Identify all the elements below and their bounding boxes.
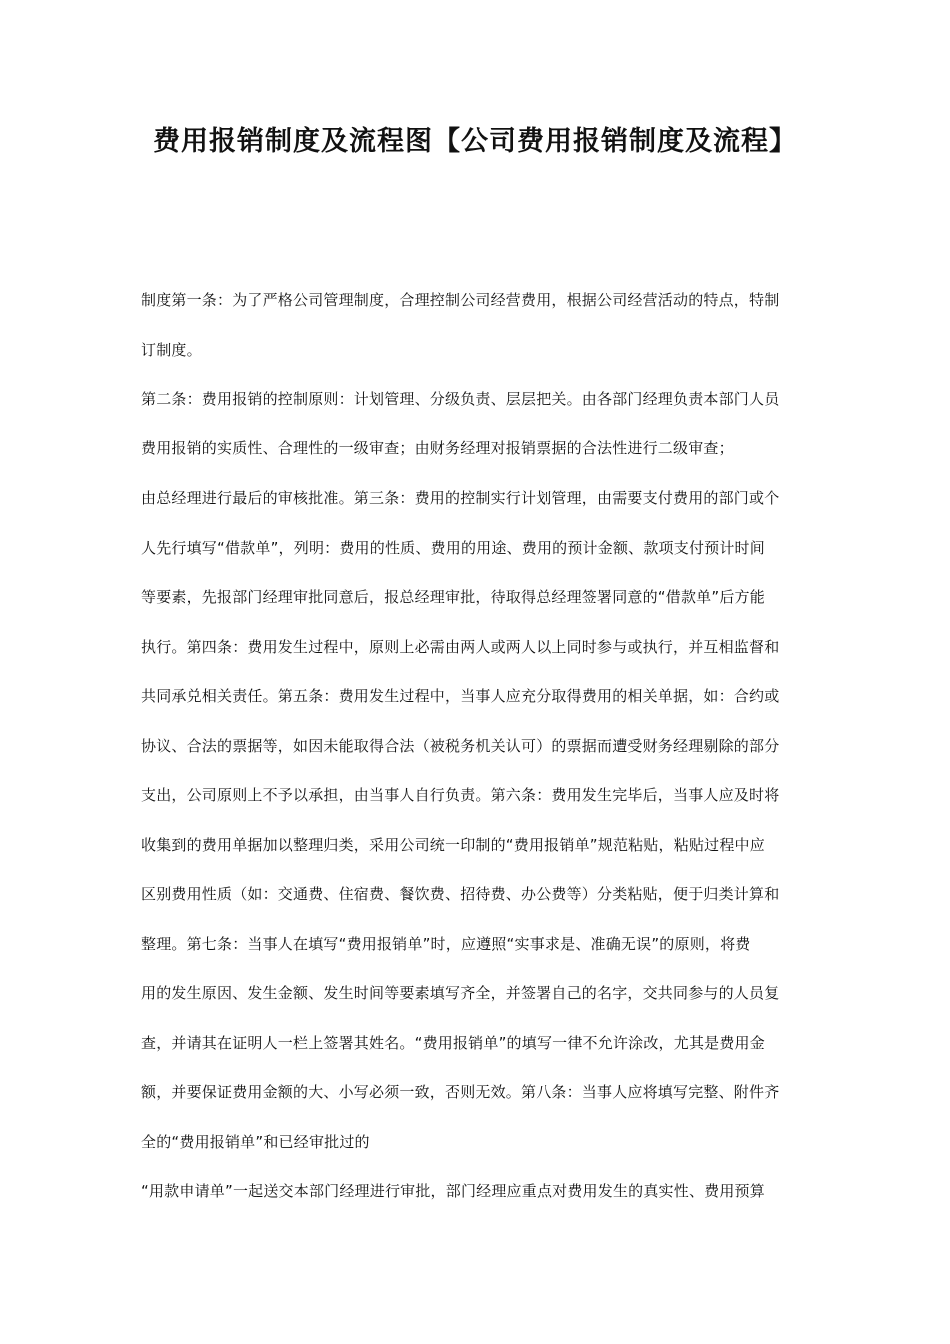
body-line: “用款申请单”一起送交本部门经理进行审批，部门经理应重点对费用发生的真实性、费用预算 <box>141 1182 765 1200</box>
body-line: 区别费用性质（如：交通费、住宿费、餐饮费、招待费、办公费等）分类粘贴，便于归类计算和 <box>141 885 780 903</box>
body-line: 协议、合法的票据等，如因未能取得合法（被税务机关认可）的票据而遭受财务经理剔除的部分 <box>141 737 780 755</box>
body-line: 执行。第四条：费用发生过程中，原则上必需由两人或两人以上同时参与或执行，并互相监督和 <box>141 638 780 656</box>
body-line: 全的“费用报销单”和已经审批过的 <box>141 1133 370 1151</box>
body-line: 查，并请其在证明人一栏上签署其姓名。“费用报销单”的填写一律不允许涂改，尤其是费用金 <box>141 1034 765 1052</box>
body-line: 额，并要保证费用金额的大、小写必须一致，否则无效。第八条：当事人应将填写完整、附件齐 <box>141 1083 780 1101</box>
body-line: 人先行填写“借款单”，列明：费用的性质、费用的用途、费用的预计金额、款项支付预计时间 <box>141 539 765 557</box>
body-line: 等要素，先报部门经理审批同意后，报总经理审批，待取得总经理签署同意的“借款单”后方能 <box>141 588 765 606</box>
body-line: 费用报销的实质性、合理性的一级审查；由财务经理对报销票据的合法性进行二级审查； <box>141 439 734 457</box>
document-title: 费用报销制度及流程图【公司费用报销制度及流程】 <box>153 126 797 157</box>
body-line: 第二条：费用报销的控制原则：计划管理、分级负责、层层把关。由各部门经理负责本部门人员 <box>141 390 780 408</box>
body-line: 收集到的费用单据加以整理归类，采用公司统一印制的“费用报销单”规范粘贴，粘贴过程中应 <box>141 836 765 854</box>
body-line: 共同承兑相关责任。第五条：费用发生过程中，当事人应充分取得费用的相关单据，如：合约或 <box>141 687 780 705</box>
body-line: 支出，公司原则上不予以承担，由当事人自行负责。第六条：费用发生完毕后，当事人应及时将 <box>141 786 780 804</box>
body-line: 制度第一条：为了严格公司管理制度，合理控制公司经营费用，根据公司经营活动的特点，特制 <box>141 291 780 309</box>
body-line: 整理。第七条：当事人在填写“费用报销单”时，应遵照“实事求是、准确无误”的原则，将费 <box>141 935 751 953</box>
body-line: 用的发生原因、发生金额、发生时间等要素填写齐全，并签署自己的名字，交共同参与的人员复 <box>141 984 780 1002</box>
body-line: 由总经理进行最后的审核批准。第三条：费用的控制实行计划管理，由需要支付费用的部门或个 <box>141 489 780 507</box>
body-line: 订制度。 <box>141 341 202 359</box>
